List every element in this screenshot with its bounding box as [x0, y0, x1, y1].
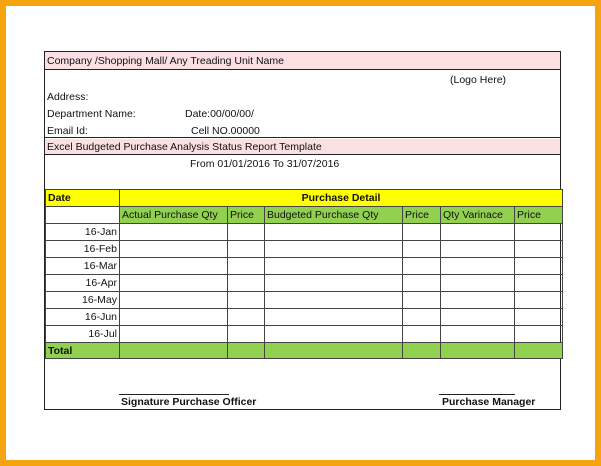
table-header-row: [46, 190, 563, 207]
signature-line-left: [119, 394, 229, 395]
table-cell[interactable]: [120, 258, 228, 275]
total-row: [46, 343, 563, 359]
table-cell: [403, 343, 441, 359]
date-label: Date:00/00/00/: [185, 108, 254, 120]
table-cell[interactable]: [228, 241, 265, 258]
table-cell[interactable]: [120, 309, 228, 326]
col-price-2: Price: [403, 207, 441, 224]
purchase-table: [45, 189, 563, 359]
blank-header-cell: [46, 207, 120, 224]
row-date: 16-Feb: [46, 241, 120, 258]
report-title: Excel Budgeted Purchase Analysis Status Report Template: [47, 141, 322, 153]
table-cell[interactable]: [265, 258, 403, 275]
table-cell: [265, 343, 403, 359]
company-band: [45, 52, 560, 70]
table-cell[interactable]: [403, 309, 441, 326]
table-row: [46, 326, 563, 343]
row-date: 16-May: [46, 292, 120, 309]
report-period: From 01/01/2016 To 31/07/2016: [190, 158, 340, 170]
table-cell[interactable]: [120, 292, 228, 309]
table-cell[interactable]: [515, 258, 563, 275]
table-cell: [515, 343, 563, 359]
row-date: 16-Mar: [46, 258, 120, 275]
divider: [45, 137, 560, 138]
table-cell[interactable]: [228, 326, 265, 343]
table-cell[interactable]: [120, 224, 228, 241]
report-sheet: [44, 51, 561, 410]
col-price-3: Price: [515, 207, 563, 224]
col-price-1: Price: [228, 207, 265, 224]
table-cell[interactable]: [265, 292, 403, 309]
signature-manager: Purchase Manager: [442, 396, 536, 408]
date-header: Date: [46, 190, 120, 207]
table-cell[interactable]: [515, 326, 563, 343]
total-label: Total: [46, 343, 120, 359]
table-cell[interactable]: [228, 258, 265, 275]
table-cell[interactable]: [441, 309, 515, 326]
table-cell[interactable]: [441, 258, 515, 275]
table-cell[interactable]: [441, 292, 515, 309]
logo-placeholder: (Logo Here): [450, 74, 507, 86]
table-row: [46, 258, 563, 275]
col-budgeted-qty: Budgeted Purchase Qty: [265, 207, 403, 224]
table-cell[interactable]: [441, 224, 515, 241]
table-cell[interactable]: [265, 241, 403, 258]
table-cell[interactable]: [403, 292, 441, 309]
table-cell: [120, 343, 228, 359]
table-row: [46, 292, 563, 309]
row-date: 16-Apr: [46, 275, 120, 292]
table-cell[interactable]: [265, 224, 403, 241]
table-cell[interactable]: [403, 275, 441, 292]
column-header-row: [46, 207, 563, 224]
table-cell[interactable]: [515, 224, 563, 241]
row-date: 16-Jun: [46, 309, 120, 326]
address-label: Address:: [47, 91, 89, 103]
col-actual-qty: Actual Purchase Qty: [120, 207, 228, 224]
table-cell[interactable]: [441, 275, 515, 292]
email-label: Email Id:: [47, 125, 88, 137]
table-cell[interactable]: [515, 241, 563, 258]
table-cell: [441, 343, 515, 359]
row-date: 16-Jan: [46, 224, 120, 241]
table-row: [46, 224, 563, 241]
table-cell[interactable]: [228, 275, 265, 292]
table-cell[interactable]: [120, 241, 228, 258]
cell-label: Cell NO.00000: [191, 125, 260, 137]
department-label: Department Name:: [47, 108, 136, 120]
table-cell[interactable]: [515, 309, 563, 326]
signature-officer: Signature Purchase Officer: [121, 396, 257, 408]
table-cell[interactable]: [515, 275, 563, 292]
table-cell[interactable]: [441, 241, 515, 258]
table-cell[interactable]: [403, 258, 441, 275]
table-cell[interactable]: [228, 292, 265, 309]
table-cell[interactable]: [265, 309, 403, 326]
table-cell[interactable]: [403, 224, 441, 241]
table-cell[interactable]: [228, 224, 265, 241]
row-date: 16-Jul: [46, 326, 120, 343]
table-cell[interactable]: [265, 275, 403, 292]
table-cell[interactable]: [515, 292, 563, 309]
table-cell: [228, 343, 265, 359]
table-cell[interactable]: [120, 326, 228, 343]
purchase-detail-header: Purchase Detail: [120, 190, 563, 207]
table-cell[interactable]: [441, 326, 515, 343]
report-title-band: [45, 139, 560, 155]
company-name: Company /Shopping Mall/ Any Treading Unit Name: [47, 55, 284, 67]
col-qty-variance: Qty Varinace: [441, 207, 515, 224]
table-row: [46, 309, 563, 326]
table-cell[interactable]: [403, 326, 441, 343]
signature-line-right: [439, 394, 515, 395]
table-row: [46, 241, 563, 258]
table-cell[interactable]: [265, 326, 403, 343]
table-cell[interactable]: [403, 241, 441, 258]
table-row: [46, 275, 563, 292]
table-cell[interactable]: [228, 309, 265, 326]
table-cell[interactable]: [120, 275, 228, 292]
